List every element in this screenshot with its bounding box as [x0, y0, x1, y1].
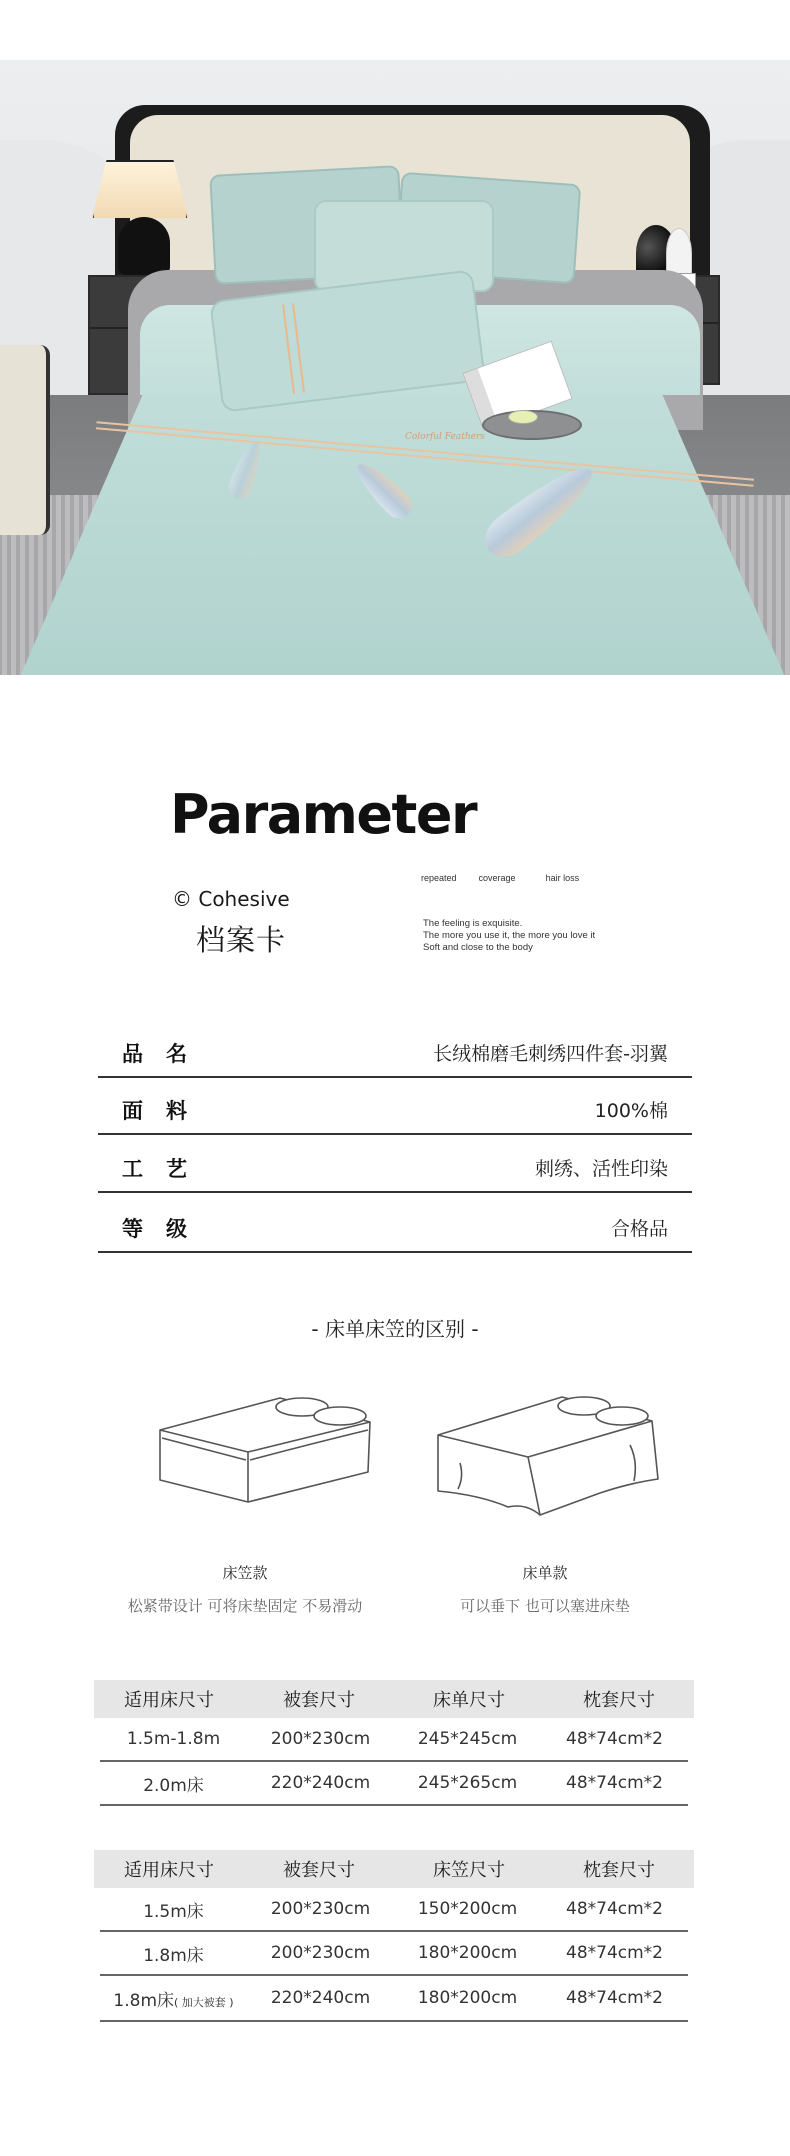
tagline-line: The more you use it, the more you love it — [423, 930, 596, 941]
tagline-line: Soft and close to the body — [423, 942, 533, 953]
table-cell: 1.5m-1.8m — [126, 1729, 221, 1749]
column-header: 适用床尺寸 — [124, 1860, 214, 1881]
armchair — [0, 345, 50, 535]
tag: coverage — [478, 873, 516, 883]
table-cell: 200*230cm — [270, 1943, 371, 1963]
tag: hair loss — [545, 873, 580, 883]
spec-row-craft — [98, 1141, 692, 1193]
table-cell: 48*74cm*2 — [566, 1899, 663, 1919]
bed-size: 1.8m床 — [113, 1990, 175, 2011]
spec-row-fabric — [98, 1083, 692, 1135]
spec-row-product-name — [98, 1026, 692, 1078]
glass — [508, 410, 538, 424]
table-cell: 180*200cm — [417, 1988, 518, 2008]
spec-label: 工 艺 — [122, 1157, 187, 1181]
parameter-title: Parameter — [170, 783, 477, 846]
table-cell: 48*74cm*2 — [566, 1988, 663, 2008]
table-cell: 200*230cm — [270, 1729, 371, 1749]
lamp-base — [118, 217, 170, 275]
flat-sheet-name: 床单款 — [522, 1564, 568, 1582]
archive-card-title: 档案卡 — [196, 923, 287, 957]
size-note: ( 加大被套 ) — [174, 1995, 234, 2009]
spec-label: 等 级 — [122, 1217, 187, 1241]
table-cell: 180*200cm — [417, 1943, 518, 1963]
spec-value: 长绒棉磨毛刺绣四件套-羽翼 — [433, 1043, 668, 1065]
table-header — [94, 1680, 694, 1718]
table-row — [100, 1976, 688, 2022]
table-row — [100, 1718, 688, 1762]
tag: repeated — [421, 873, 457, 883]
flat-sheet-illustration — [430, 1375, 670, 1525]
table-cell: 48*74cm*2 — [566, 1729, 663, 1749]
column-header: 床笠尺寸 — [433, 1860, 505, 1881]
spec-label: 面 料 — [122, 1099, 187, 1123]
table-row — [100, 1888, 688, 1932]
table-cell: 220*240cm — [270, 1773, 371, 1793]
size-table-flat-sheet — [94, 1680, 694, 1806]
duvet-label: Colorful Feathers — [405, 432, 485, 442]
table-row — [100, 1932, 688, 1976]
lamp-shade — [92, 160, 188, 218]
fitted-sheet-name: 床笠款 — [222, 1564, 268, 1582]
table-cell: 2.0m床 — [143, 1775, 204, 1796]
spec-row-grade — [98, 1201, 692, 1253]
column-header: 被套尺寸 — [283, 1690, 355, 1711]
column-header: 枕套尺寸 — [583, 1690, 655, 1711]
spec-label: 品 名 — [122, 1042, 187, 1066]
size-table-fitted-sheet — [94, 1850, 694, 2022]
table-header — [94, 1850, 694, 1888]
tag-list — [421, 873, 579, 883]
table-cell — [100, 1986, 247, 2011]
spec-value: 100%棉 — [594, 1100, 668, 1122]
table-cell: 245*265cm — [417, 1773, 518, 1793]
table-cell: 1.8m床 — [143, 1945, 204, 1966]
brand-name: © Cohesive — [172, 887, 290, 911]
tagline-line: The feeling is exquisite. — [423, 918, 523, 929]
column-header: 被套尺寸 — [283, 1860, 355, 1881]
column-header: 床单尺寸 — [433, 1690, 505, 1711]
spec-value: 合格品 — [610, 1218, 668, 1240]
hero-bedroom-photo — [0, 60, 790, 675]
table-cell: 245*245cm — [417, 1729, 518, 1749]
table-cell: 1.5m床 — [143, 1901, 204, 1922]
table-cell: 48*74cm*2 — [566, 1773, 663, 1793]
spec-value: 刺绣、活性印染 — [534, 1158, 668, 1180]
column-header: 适用床尺寸 — [124, 1690, 214, 1711]
table-cell: 220*240cm — [270, 1988, 371, 2008]
table-row — [100, 1762, 688, 1806]
table-cell: 150*200cm — [417, 1899, 518, 1919]
tagline — [423, 918, 595, 954]
table-cell: 48*74cm*2 — [566, 1943, 663, 1963]
fitted-sheet-illustration — [150, 1380, 380, 1520]
difference-title: - 床单床笠的区别 - — [311, 1317, 479, 1341]
fitted-sheet-description: 松紧带设计 可将床垫固定 不易滑动 — [127, 1597, 363, 1615]
column-header: 枕套尺寸 — [583, 1860, 655, 1881]
table-cell: 200*230cm — [270, 1899, 371, 1919]
flat-sheet-description: 可以垂下 也可以塞进床垫 — [460, 1597, 630, 1615]
